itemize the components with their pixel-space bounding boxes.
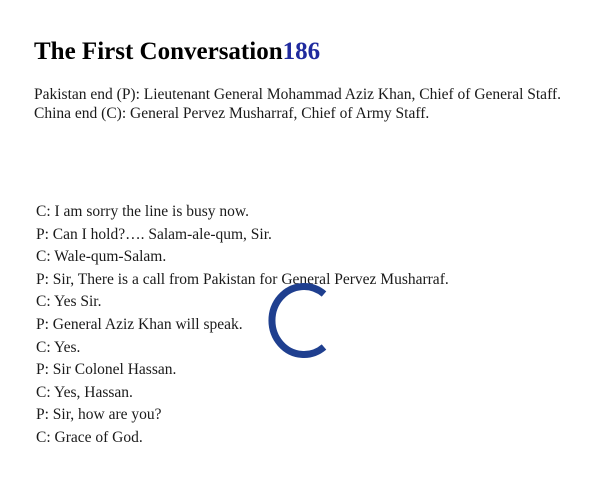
intro-paragraph-pakistan: Pakistan end (P): Lieutenant General Mohammad Aziz Khan, Chief of General Staff. [34,86,561,103]
dialog-line: C: I am sorry the line is busy now. [36,203,249,220]
dialog-line: P: General Aziz Khan will speak. [36,315,243,333]
dialog-line: C: Yes, Hassan. [36,383,133,401]
dialog-line: C: Yes Sir. [36,293,102,311]
dialog-line: C: Grace of God. [36,428,143,444]
intro-paragraph-china: China end (C): General Pervez Musharraf, Chief of Army Staff. [34,105,430,122]
participants-intro [34,85,580,123]
dialog-line: P: Sir, how are you? [36,406,162,424]
title-text: The First Conversation [34,38,283,65]
page-title [34,36,320,68]
dialog-line: C: Yes. [36,338,81,356]
dialog-line: C: Wale-qum-Salam. [36,248,167,266]
dialog-line: P: Can I hold?…. Salam-ale-qum, Sir. [36,225,272,243]
dialog-line: P: Sir Colonel Hassan. [36,361,177,379]
loading-spinner-icon [266,280,330,360]
dialog-line: P: Sir, There is a call from Pakistan for General Pervez Musharraf. [36,270,449,288]
footnote-reference-link[interactable]: 186 [282,38,321,65]
